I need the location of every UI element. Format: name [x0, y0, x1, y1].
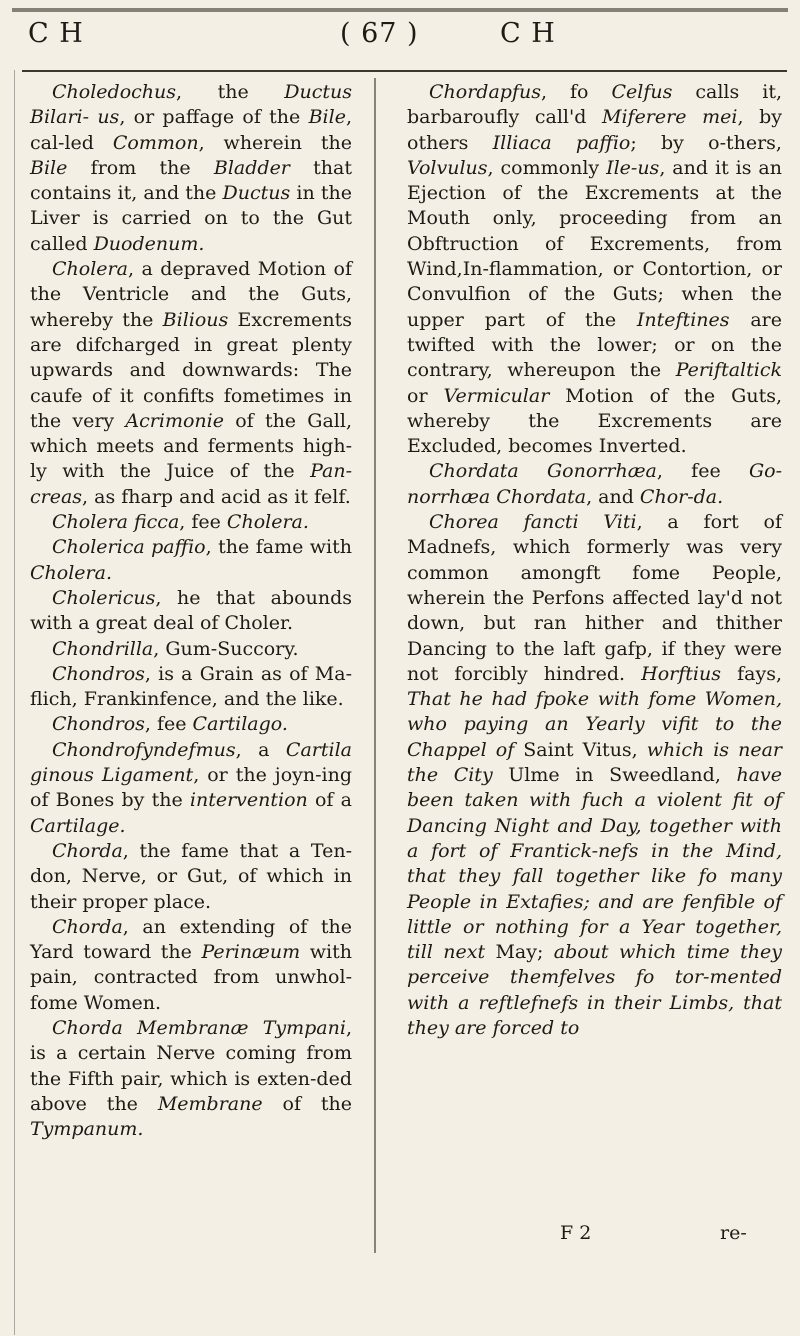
page-number: ( 67 ): [340, 18, 419, 49]
entry-chondrilla: Chondrilla, Gum-Succory.: [52, 637, 299, 660]
entry-chondrofyndefmus: Chondrofyndefmus, a Cartila ginous Ligament, or the joyn-ing of Bones by the intervention of a Cartilage.: [30, 738, 352, 837]
catchword: re-: [720, 1222, 747, 1244]
entry-cholera-ficca: Cholera ficca, fee Cholera.: [52, 511, 309, 534]
column-divider: [374, 78, 376, 1253]
header-rule: [22, 70, 787, 72]
entry-cholericus: Cholericus, he that abounds with a great deal of Choler.: [30, 586, 352, 635]
header-left: C H: [28, 18, 84, 49]
entry-chorea-sancti-viti: Chorea fancti Viti, a fort of Madnefs, which formerly was very common amongft fome People, wherein the Perfons affected lay'd not down, but ran hither and thither Dancing to the laft gafp, if they were not forcibly hindred. Horftius fays, That he had fpoke with fome Women, who paying an Yearly vifit to the Chappel of Saint Vitus, which is near the City Ulme in Sweedland, have been taken with fuch a violent fit of Dancing Night and Day, together with a fort of Frantick-nefs in the Mind, that they fall together like fo many People in Extafies; and are fenfible of little or nothing for a Year together, till next May; about which time they perceive themfelves fo tor-mented with a reftlefnefs in their Limbs, that they are forced to: [407, 511, 782, 1039]
right-column: [407, 80, 782, 1041]
entry-cholerica-paffio: Cholerica paffio, the fame with Cholera.: [30, 536, 353, 584]
header-right: C H: [500, 18, 556, 49]
left-column: [30, 80, 352, 1142]
entry-chondros-cartilago: Chondros, fee Cartilago.: [52, 713, 288, 736]
entry-choledochus: Choledochus, the Ductus Bilari- us, or paffage of the Bile, cal-led Common, wherein the Bile from the Bladder that contains it, and the Ductus in the Liver is carried on to the Gut called Duodenum.: [30, 81, 353, 255]
entry-chorda-membranae: Chorda Membranæ Tympani, is a certain Nerve coming from the Fifth pair, which is exten-ded above the Membrane of the Tympanum.: [30, 1016, 352, 1141]
entry-chorda-yard: Chorda, an extending of the Yard toward the Perinæum with pain, contracted from unwhol-fome Women.: [30, 915, 352, 1014]
entry-chordata-gonorrhaea: Chordata Gonorrhæa, fee Go-norrhæa Chordata, and Chor-da.: [407, 460, 783, 508]
top-rule: [12, 8, 788, 12]
entry-chondros-grain: Chondros, is a Grain as of Ma-flich, Frankinfence, and the like.: [30, 662, 352, 711]
entry-cholera: Cholera, a depraved Motion of the Ventricle and the Guts, whereby the Bilious Excrements are difcharged in great plenty upwards and downwards: The caufe of it confifts fometimes in the very Acrimonie of the Gall, which meets and ferments high-ly with the Juice of the Pan-creas, as fharp and acid as it felf.: [30, 258, 353, 508]
running-header: [0, 14, 800, 54]
page-edge: [14, 70, 15, 1335]
signature-mark: F 2: [560, 1222, 592, 1244]
entry-chordapfus: Chordapfus, fo Celfus calls it, barbaroufly call'd Miferere mei, by others Illiaca paffio; by o-thers, Volvulus, commonly Ile-us, and it is an Ejection of the Excrements at the Mouth only, proceeding from an Obftruction of Excrements, from Wind,In-flammation, or Contortion, or Convulfion of the Guts; when the upper part of the Inteftines are twifted with the lower; or on the contrary, whereupon the Periftaltick or Vermicular Motion of the Guts, whereby the Excrements are Excluded, becomes Inverted.: [407, 81, 783, 458]
entry-chorda-tendon: Chorda, the fame that a Ten-don, Nerve, or Gut, of which in their proper place.: [30, 839, 352, 913]
